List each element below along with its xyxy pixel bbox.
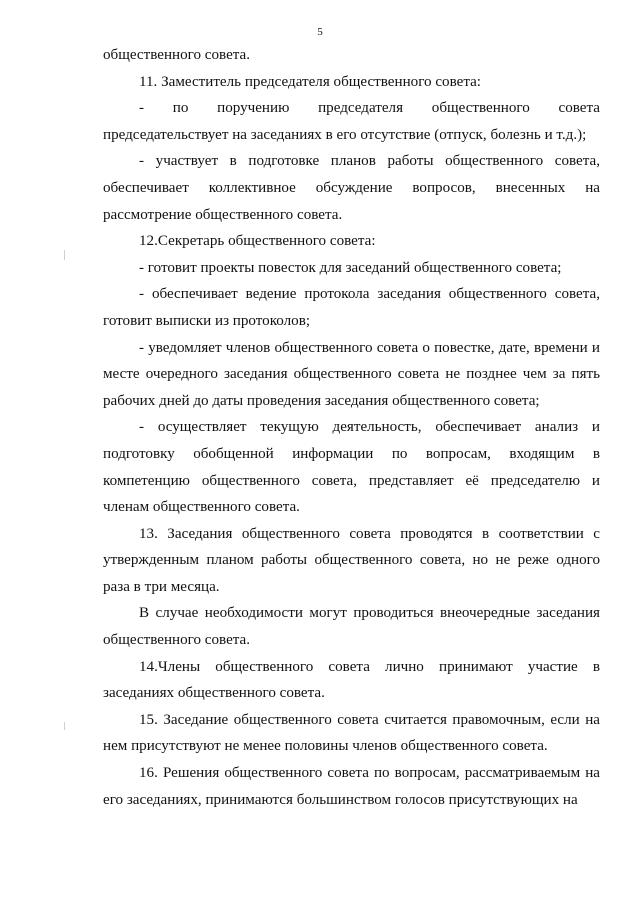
paragraph: - участвует в подготовке планов работы общественного совета, обеспечивает коллективное обсуждение вопросов, внесенных на рассмотрение общественного совета. <box>103 153 600 223</box>
paragraph: 11. Заместитель председателя общественного совета: <box>139 73 481 90</box>
paragraph: В случае необходимости могут проводиться внеочередные заседания общественного совета. <box>103 605 600 649</box>
paragraph: - осуществляет текущую деятельность, обеспечивает анализ и подготовку обобщенной информации по вопросам, входящим в компетенцию общественного совета, представляет её председателю и членам общественного совета. <box>103 419 600 516</box>
document-body <box>103 42 600 813</box>
scan-artifact <box>64 250 65 260</box>
paragraph: - уведомляет членов общественного совета о повестке, дате, времени и месте очередного заседания общественного совета не позднее чем за пять рабочих дней до даты проведения заседания общественного совета; <box>103 339 600 409</box>
paragraph: - готовит проекты повесток для заседаний общественного совета; <box>139 259 562 276</box>
paragraph: 13. Заседания общественного совета проводятся в соответствии с утвержденным планом работы общественного совета, но не реже одного раза в три месяца. <box>103 525 600 595</box>
paragraph: - обеспечивает ведение протокола заседания общественного совета, готовит выписки из протоколов; <box>103 286 600 329</box>
scan-artifact <box>64 722 65 730</box>
paragraph: общественного совета. <box>103 47 251 63</box>
paragraph: 14.Члены общественного совета лично принимают участие в заседаниях общественного совета. <box>103 658 600 702</box>
paragraph: 12.Секретарь общественного совета: <box>139 233 376 250</box>
paragraph: 15. Заседание общественного совета считается правомочным, если на нем присутствуют не менее половины членов общественного совета. <box>103 711 600 755</box>
page-number: 5 <box>317 26 323 38</box>
paragraph: 16. Решения общественного совета по вопросам, рассматриваемым на его заседаниях, принимаются большинством голосов присутствующих на <box>103 765 600 808</box>
paragraph: - по поручению председателя общественного совета председательствует на заседаниях в его отсутствие (отпуск, болезнь и т.д.); <box>103 100 600 143</box>
